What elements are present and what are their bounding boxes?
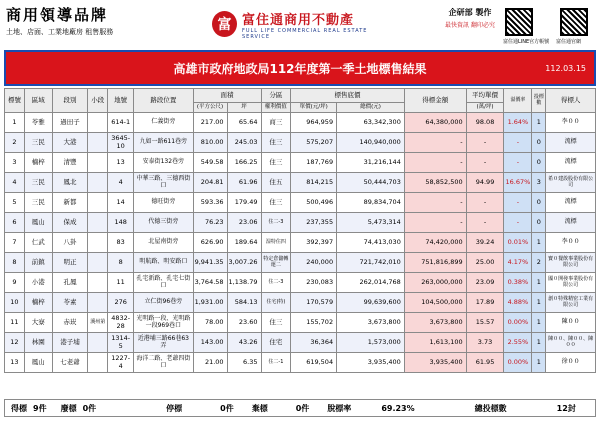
cell-award: 263,000,000 [404,273,466,293]
cell-lot: 14 [108,193,134,213]
cell-district: 楠梓 [24,153,52,173]
cell-avg: 39.24 [466,233,504,253]
col-avg-sub: (萬/坪) [466,103,504,113]
cell-winner: 流標 [546,133,596,153]
cell-section: 清豐 [52,153,88,173]
cell-subsection [88,253,108,273]
table-row [5,173,596,193]
table-header [5,89,596,113]
cell-award: - [404,153,466,173]
cell-unit: 575,207 [291,133,337,153]
cell-winner: 希０建設股份有限公司 [546,173,596,193]
cell-winner: 陳００、陳００、陳００ [546,333,596,353]
cell-subsection [88,173,108,193]
website-qr-code-icon[interactable] [560,8,588,36]
cell-premium: 0.00% [504,353,532,373]
cell-lot: 13 [108,153,134,173]
cell-unit: 170,579 [291,293,337,313]
col-winner: 得標人 [546,89,596,113]
cell-total: 74,413,030 [337,233,405,253]
cell-section: 孔鳳 [52,273,88,293]
cell-ping: 43.26 [227,333,261,353]
cell-winner: 陳００ [546,313,596,333]
cell-total: 5,473,314 [337,213,405,233]
logo-english: FULL LIFE COMMERCIAL REAL ESTATE SERVICE [241,27,368,40]
cell-winner: 創０特殊精密工業有限公司 [546,293,596,313]
cell-winner: 流標 [546,193,596,213]
cell-unit: 964,959 [291,113,337,133]
cell-district: 林園 [24,333,52,353]
cell-ping: 23.06 [227,213,261,233]
cell-lot: 8 [108,253,134,273]
cell-m2: 204.81 [193,173,227,193]
cell-road: 近港埔三路66巷63弄 [134,333,193,353]
cell-ping: 584.13 [227,293,261,313]
cell-unit: 392,397 [291,233,337,253]
cell-premium: 0.00% [504,313,532,333]
cell-m2: 76.23 [193,213,227,233]
rate-label: 脫標率 [327,403,352,413]
cell-winner: 國０開發事業股份有限公司 [546,273,596,293]
cell-m2: 143.00 [193,333,227,353]
cell-subsection [88,113,108,133]
cell-m2: 78.00 [193,313,227,333]
cell-no: 4 [5,173,25,193]
cell-award: 751,816,899 [404,253,466,273]
cell-m2: 810.00 [193,133,227,153]
cell-road: 安泰街132巷旁 [134,153,193,173]
cell-no: 11 [5,313,25,333]
cell-winner: 寶０餐飲事業股份有限公司 [546,253,596,273]
cell-no: 1 [5,113,25,133]
cell-total: 3,935,400 [337,353,405,373]
won-label: 得標 [11,403,27,413]
cell-bidders: 0 [532,193,546,213]
stop-count: 0件 [220,403,234,413]
cell-road: 代德三街旁 [134,213,193,233]
cell-unit: 240,000 [291,253,337,273]
cell-section: 保成 [52,213,88,233]
cell-bidders: 2 [532,253,546,273]
cell-subsection [88,233,108,253]
cell-road: 北屋南街旁 [134,233,193,253]
cell-bidders: 1 [532,333,546,353]
cell-ping: 6.35 [227,353,261,373]
cell-zone: 住宅(特) [261,293,291,313]
cell-total: 262,014,768 [337,273,405,293]
brand [6,4,156,37]
table-row [5,273,596,293]
col-avg: 平均單價 [466,89,504,103]
cell-m2: 593.36 [193,193,227,213]
cell-m2: 626.90 [193,233,227,253]
cell-total: 50,444,703 [337,173,405,193]
page-title: 高雄市政府地政局112年度第一季土地標售結果 [173,61,427,76]
abandon-label: 棄標 [251,403,268,413]
cell-award: - [404,213,466,233]
col-base-price: 標售底價 [291,89,405,103]
cell-award: - [404,133,466,153]
cell-ping: 3,007.26 [227,253,261,273]
cell-avg: 25.00 [466,253,504,273]
cell-district: 三民 [24,173,52,193]
cell-district: 鳳山 [24,353,52,373]
table-row [5,353,596,373]
cell-zone: 住三 [261,193,291,213]
cell-avg: - [466,213,504,233]
cell-premium: 4.88% [504,293,532,313]
col-road: 路段位置 [134,89,193,113]
col-unit-base: 單價(元/坪) [291,103,337,113]
qr-label-line: 富住通LINE官方帳號 [503,39,550,45]
col-section: 段別 [52,89,88,113]
cell-bidders: 0 [532,133,546,153]
cell-avg: 23.09 [466,273,504,293]
col-lot: 地號 [108,89,134,113]
cell-no: 8 [5,253,25,273]
cell-district: 鳳山 [24,213,52,233]
cell-section: 鳳北 [52,173,88,193]
cell-subsection [88,213,108,233]
table-row [5,333,596,353]
cell-total: 140,940,000 [337,133,405,153]
table-row [5,313,596,333]
cell-district: 苓雅 [24,113,52,133]
cell-lot: 11 [108,273,134,293]
cell-road: 明航路、明安路口 [134,253,193,273]
cell-award: 3,935,400 [404,353,466,373]
cell-premium: 16.67% [504,173,532,193]
cell-zone: 住宅 [261,333,291,353]
cell-section: 苓素 [52,293,88,313]
cell-unit: 36,364 [291,333,337,353]
cell-winner: 李００ [546,233,596,253]
cell-zone: 特定倉儲轉運二 [261,253,291,273]
cell-total: 63,342,300 [337,113,405,133]
cell-road: 孔宅新路、孔宅七街口 [134,273,193,293]
rate-value: 69.23% [381,403,415,413]
col-no: 標號 [5,89,25,113]
cell-avg: 94.99 [466,173,504,193]
table-row [5,253,596,273]
col-award: 得標金額 [404,89,466,113]
cell-winner: 徐００ [546,353,596,373]
cell-unit: 500,496 [291,193,337,213]
producer-info [440,7,500,29]
cell-no: 9 [5,273,25,293]
cell-lot: 1227-4 [108,353,134,373]
cell-avg: - [466,133,504,153]
cell-m2: 21.00 [193,353,227,373]
cell-zone: 住二-3 [261,273,291,293]
cell-avg: - [466,193,504,213]
header [0,0,600,48]
cell-m2: 549.58 [193,153,227,173]
cell-premium: - [504,153,532,173]
cell-award: 74,420,000 [404,233,466,253]
producer-title: 企研部 製作 [448,8,492,17]
cell-section: 過田子 [52,113,88,133]
cell-award: 3,673,800 [404,313,466,333]
cell-lot: 148 [108,213,134,233]
cell-unit: 155,702 [291,313,337,333]
col-zoning-sub: 權利價值 [261,103,291,113]
cell-zone: 住二-1 [261,353,291,373]
title-bar [4,50,596,86]
cell-m2: 217.00 [193,113,227,133]
cell-road: 立仁街96巷旁 [134,293,193,313]
cell-no: 5 [5,193,25,213]
cell-no: 2 [5,133,25,153]
cell-subsection [88,333,108,353]
col-zoning: 分區 [261,89,291,103]
cell-district: 仁武 [24,233,52,253]
table-row [5,233,596,253]
producer-subtitle: 最快資訊 翻印必究 [445,22,495,29]
cell-district: 楠梓 [24,293,52,313]
cell-m2: 3,764.58 [193,273,227,293]
cell-subsection [88,153,108,173]
cell-premium: 1.64% [504,113,532,133]
col-area-ping: 坪 [227,103,261,113]
cell-avg: 15.57 [466,313,504,333]
cell-road: 中華三路、三德西街口 [134,173,193,193]
cell-lot: 83 [108,233,134,253]
cell-ping: 65.64 [227,113,261,133]
stop-label: 停標 [166,403,183,413]
cell-district: 小港 [24,273,52,293]
cell-total: 1,573,000 [337,333,405,353]
cell-road: 仁義街旁 [134,113,193,133]
cell-subsection: 溪州第 [88,313,108,333]
cell-lot: 4832-28 [108,313,134,333]
void-label: 廢標 [60,403,77,413]
cell-lot: 4 [108,173,134,193]
cell-subsection [88,193,108,213]
table-row [5,293,596,313]
cell-bidders: 1 [532,313,546,333]
cell-no: 6 [5,213,25,233]
cell-award: 58,852,500 [404,173,466,193]
cell-subsection [88,353,108,373]
cell-bidders: 1 [532,273,546,293]
won-count: 9件 [33,403,47,413]
cell-ping: 189.64 [227,233,261,253]
cell-section: 新都 [52,193,88,213]
cell-district: 三民 [24,133,52,153]
cell-unit: 619,504 [291,353,337,373]
logo-name: 富住通商用不動產 [241,12,354,28]
col-area-m2: (平方公尺) [193,103,227,113]
cell-lot: 3645-10 [108,133,134,153]
cell-total: 31,216,144 [337,153,405,173]
col-district: 區域 [24,89,52,113]
cell-lot: 614-1 [108,113,134,133]
cell-award: 64,380,000 [404,113,466,133]
cell-no: 12 [5,333,25,353]
cell-lot: 276 [108,293,134,313]
table-row [5,133,596,153]
cell-ping: 23.60 [227,313,261,333]
cell-road: 光明路一段、光明路一段969巷口 [134,313,193,333]
bids-value: 12封 [556,403,576,413]
cell-zone: 住三 [261,133,291,153]
cell-district: 前鎮 [24,253,52,273]
col-subsection: 小段 [88,89,108,113]
cell-district: 大寮 [24,313,52,333]
cell-section: 赤崁 [52,313,88,333]
company-logo [212,6,392,42]
cell-award: 1,613,100 [404,333,466,353]
cell-unit: 230,083 [291,273,337,293]
cell-no: 10 [5,293,25,313]
report-date: 112.03.15 [545,63,586,73]
cell-ping: 179.49 [227,193,261,213]
cell-avg: - [466,153,504,173]
cell-ping: 61.96 [227,173,261,193]
cell-bidders: 1 [532,233,546,253]
bids-label: 總投標數 [474,403,507,413]
cell-subsection [88,293,108,313]
table-row [5,193,596,213]
results-table [4,88,596,373]
cell-premium: 0.01% [504,233,532,253]
cell-road: 九如一路611巷旁 [134,133,193,153]
cell-winner: 流標 [546,213,596,233]
void-count: 0件 [82,403,97,413]
cell-lot: 1314-5 [108,333,134,353]
cell-no: 3 [5,153,25,173]
cell-bidders: 0 [532,213,546,233]
cell-avg: 98.08 [466,113,504,133]
cell-no: 7 [5,233,25,253]
cell-zone: 住五 [261,173,291,193]
cell-no: 13 [5,353,25,373]
cell-bidders: 3 [532,173,546,193]
cell-winner: 李００ [546,113,596,133]
cell-total: 3,673,800 [337,313,405,333]
cell-premium: - [504,213,532,233]
cell-avg: 17.89 [466,293,504,313]
cell-total: 89,834,704 [337,193,405,213]
brand-title: 商用領導品牌 [6,6,109,24]
col-premium: 溢價率 [504,89,532,113]
cell-section: 七老爺 [52,353,88,373]
cell-subsection [88,273,108,293]
col-area: 面積 [193,89,261,103]
cell-road: 德旺街旁 [134,193,193,213]
cell-winner: 流標 [546,153,596,173]
cell-premium: 4.17% [504,253,532,273]
cell-premium: - [504,133,532,153]
logo-mark-icon: 富 [212,11,237,37]
cell-bidders: 1 [532,353,546,373]
line-qr-code-icon[interactable] [505,8,533,36]
cell-section: 大港 [52,133,88,153]
cell-section: 八卦 [52,233,88,253]
cell-unit: 814,215 [291,173,337,193]
cell-bidders: 0 [532,153,546,173]
cell-award: 104,500,000 [404,293,466,313]
cell-m2: 9,941.35 [193,253,227,273]
cell-zone: 住三 [261,313,291,333]
col-total-base: 總價(元) [337,103,405,113]
cell-zone: 住三 [261,153,291,173]
cell-zone: 商三 [261,113,291,133]
summary-footer [4,399,596,417]
cell-bidders: 1 [532,113,546,133]
cell-premium: 2.55% [504,333,532,353]
qr-label-web: 富住通官網 [556,39,582,45]
cell-total: 721,742,010 [337,253,405,273]
cell-premium: 0.38% [504,273,532,293]
cell-zone: 湿特住四 [261,233,291,253]
cell-award: - [404,193,466,213]
cell-total: 99,639,600 [337,293,405,313]
cell-premium: - [504,193,532,213]
cell-unit: 187,769 [291,153,337,173]
cell-subsection [88,133,108,153]
cell-avg: 61.95 [466,353,504,373]
cell-zone: 住二-3 [261,213,291,233]
table-row [5,213,596,233]
cell-road: 海洋二路、老爺四街口 [134,353,193,373]
cell-ping: 166.25 [227,153,261,173]
cell-ping: 1,138.79 [227,273,261,293]
brand-subtitle: 土地、店面、工業地廠房 租售服務 [6,28,114,36]
cell-section: 港子埔 [52,333,88,353]
cell-m2: 1,931.00 [193,293,227,313]
table-row [5,113,596,133]
cell-unit: 237,355 [291,213,337,233]
abandon-count: 0件 [295,403,310,413]
table-row [5,153,596,173]
cell-avg: 3.73 [466,333,504,353]
table-body [5,113,596,373]
col-bidders: 投標數 [532,89,546,113]
cell-bidders: 1 [532,293,546,313]
cell-district: 三民 [24,193,52,213]
cell-ping: 245.03 [227,133,261,153]
cell-section: 明正 [52,253,88,273]
